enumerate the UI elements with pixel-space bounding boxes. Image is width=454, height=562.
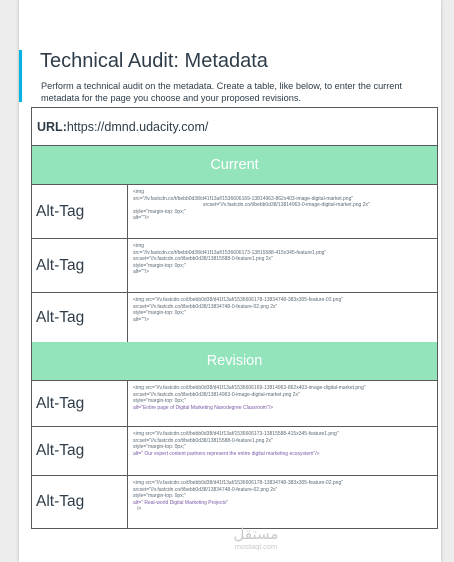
- section-header-revision: [32, 342, 437, 381]
- table-row: [32, 293, 437, 342]
- code-line: srcset="//v.fastcdn.co/t/bebb0d38/13815588-0-feature1.png 2x": [133, 437, 273, 444]
- section-title-current: Current: [210, 157, 259, 173]
- code-line: src="//v.fastcdn.co/t/bebb0d38/d41f13af/1536606173-13815588-415x345-feature1.png": [133, 249, 327, 256]
- url-row: [32, 108, 437, 146]
- code-line: style="margin-top: 0px;": [133, 398, 186, 405]
- code-line: style="margin-top: 0px;": [133, 262, 186, 269]
- accent-bar: [19, 50, 22, 102]
- code-line: alt=""/>: [133, 316, 150, 323]
- row-label: Alt-Tag: [32, 381, 128, 426]
- row-label: Alt-Tag: [32, 427, 128, 475]
- url-label: URL:: [37, 119, 67, 134]
- watermark-domain: mostaql.com: [234, 542, 278, 551]
- table-row: [32, 185, 437, 239]
- row-label: Alt-Tag: [32, 185, 128, 238]
- code-line: srcset="//v.fastcdn.co/t/bebb0d38/13815588-0-feature1.png 2x": [133, 256, 273, 263]
- code-cell: [128, 185, 437, 238]
- code-line: style="margin-top: 0px;": [133, 444, 186, 451]
- code-line: style="margin-top: 0px;": [133, 493, 186, 500]
- code-cell: [128, 476, 437, 528]
- code-line: <img: [133, 243, 144, 249]
- code-cell: [128, 293, 437, 342]
- code-cell: [128, 427, 437, 475]
- watermark-logo: [216, 526, 296, 551]
- page-title: Technical Audit: Metadata: [40, 50, 268, 72]
- code-line: alt=""/>: [133, 269, 150, 276]
- code-line: />: [137, 506, 142, 513]
- code-line: <img src="//v.fastcdn.co/t/bebb0d38/d41f13af/1536606178-13834748-383x305-feature-02.png": [133, 297, 343, 303]
- page-instructions: Perform a technical audit on the metadata. Create a table, like below, to enter the current metadata for the page you choose and your proposed revisions.: [41, 81, 403, 103]
- code-line: <img src="//v.fastcdn.co/t/bebb0d38/d41f13af/1536606173-13815588-415x345-feature1.png": [133, 431, 339, 437]
- row-label: Alt-Tag: [32, 293, 128, 342]
- watermark-text: مستقل: [233, 525, 279, 543]
- metadata-table: [31, 107, 438, 529]
- section-title-revision: Revision: [206, 353, 263, 369]
- code-line: style="margin-top: 0px;": [133, 310, 186, 317]
- code-line: alt=" Real-world Digital Marketing Projects": [133, 499, 229, 506]
- section-header-current: [32, 146, 437, 185]
- table-row: [32, 427, 437, 476]
- table-row: [32, 476, 437, 528]
- code-line: alt=" Our expert content partners represent the entire digital marketing ecosystem"/>: [133, 450, 320, 457]
- code-line: src="//v.fastcdn.co/t/bebb0d38/d41f13af/1536606169-13814963-862x403-image-digital-market.png": [133, 195, 354, 202]
- code-line: alt="Entire page of Digital Marketing Nanodegree Classroom"/>: [133, 404, 274, 411]
- table-row: [32, 239, 437, 293]
- code-line: alt=""/>: [133, 215, 150, 222]
- code-line: <img src="//v.fastcdn.co/t/bebb0d38/d41f13af/1536606169-13814963-862x403-image-digital-market.png": [133, 385, 366, 391]
- code-line: <img src="//v.fastcdn.co/t/bebb0d38/d41f13af/1536606178-13834748-383x305-feature-02.png": [133, 480, 343, 486]
- code-line: <img: [133, 189, 144, 195]
- code-cell: [128, 381, 437, 426]
- row-label: Alt-Tag: [32, 239, 128, 292]
- code-line: srcset="//v.fastcdn.co/t/bebb0d38/13834748-0-feature-02.png 2x": [133, 486, 278, 493]
- code-cell: [128, 239, 437, 292]
- code-line: srcset="//v.fastcdn.co/t/bebb0d38/13814963-0-image-digital-market.png 2x": [203, 202, 370, 209]
- code-line: srcset="//v.fastcdn.co/t/bebb0d38/13814963-0-image-digital-market.png 2x": [133, 391, 300, 398]
- table-row: [32, 381, 437, 427]
- row-label: Alt-Tag: [32, 476, 128, 528]
- document-page: [19, 0, 441, 562]
- code-line: srcset="//v.fastcdn.co/t/bebb0d38/13834748-0-feature-02.png 2x": [133, 303, 278, 310]
- url-value: https://dmnd.udacity.com/: [66, 119, 209, 134]
- code-line: style="margin-top: 0px;": [133, 208, 186, 215]
